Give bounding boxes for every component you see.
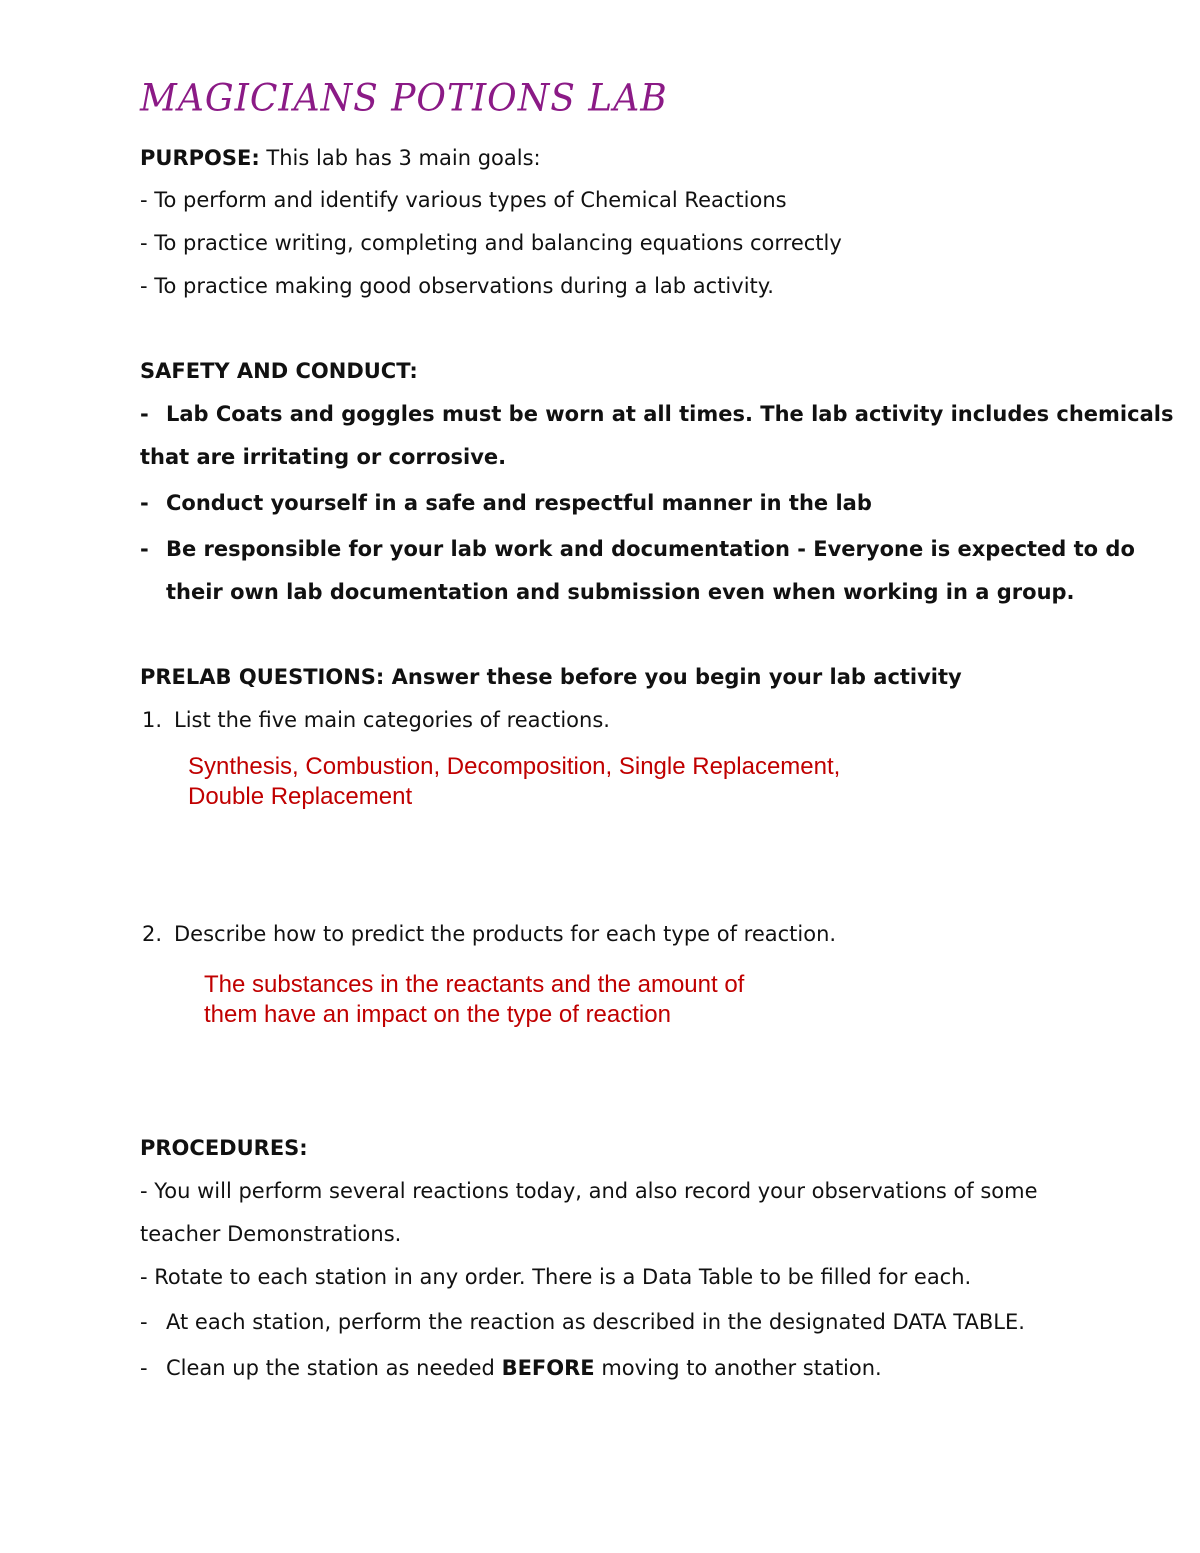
question-1-text: List the five main categories of reactions. (174, 708, 610, 732)
answer-2-line-2: them have an impact on the type of reaction (204, 1001, 671, 1028)
safety-bullet-2 (140, 489, 872, 517)
safety-bullet-3-cont: their own lab documentation and submission even when working in a group. (166, 580, 1075, 604)
safety-bullet-3 (140, 535, 1135, 563)
procedure-1-cont: teacher Demonstrations. (140, 1222, 402, 1246)
bullet-dash: - (140, 537, 149, 561)
purpose-goal-2: - To practice writing, completing and balancing equations correctly (140, 231, 842, 255)
safety-bullet-3-text: Be responsible for your lab work and documentation - Everyone is expected to do (166, 537, 1135, 561)
procedure-4-bold: BEFORE (501, 1356, 595, 1380)
safety-bullet-2-text: Conduct yourself in a safe and respectful manner in the lab (166, 491, 872, 515)
safety-bullet-1-text: Lab Coats and goggles must be worn at all times. The lab activity includes chemicals (166, 402, 1174, 426)
bullet-dash: - (140, 1356, 148, 1380)
prelab-question-2 (142, 920, 836, 948)
safety-bullet-1-cont: that are irritating or corrosive. (140, 445, 507, 469)
bullet-dash: - (140, 402, 149, 426)
purpose-line (140, 144, 541, 172)
question-2-text: Describe how to predict the products for each type of reaction. (174, 922, 837, 946)
question-number: 2. (142, 922, 163, 946)
question-number: 1. (142, 708, 163, 732)
prelab-question-1 (142, 706, 610, 734)
procedures-heading: PROCEDURES: (140, 1136, 308, 1160)
purpose-goal-1: - To perform and identify various types of Chemical Reactions (140, 188, 787, 212)
procedure-4-text-b: moving to another station. (601, 1356, 882, 1380)
procedure-2: - Rotate to each station in any order. There is a Data Table to be filled for each. (140, 1265, 972, 1289)
safety-bullet-1 (140, 400, 1173, 428)
prelab-heading: PRELAB QUESTIONS: Answer these before you begin your lab activity (140, 665, 962, 689)
answer-1-line-1: Synthesis, Combustion, Decomposition, Single Replacement, (188, 753, 841, 780)
page-title: MAGICIANS POTIONS LAB (140, 76, 668, 121)
procedure-4-text-a: Clean up the station as needed (166, 1356, 495, 1380)
purpose-intro: This lab has 3 main goals: (266, 146, 541, 170)
procedure-3-text: At each station, perform the reaction as described in the designated DATA TABLE. (166, 1310, 1025, 1334)
bullet-dash: - (140, 1310, 148, 1334)
bullet-dash: - (140, 491, 149, 515)
purpose-goal-3: - To practice making good observations during a lab activity. (140, 274, 774, 298)
purpose-label: PURPOSE: (140, 146, 260, 170)
procedure-4 (140, 1354, 882, 1382)
safety-heading: SAFETY AND CONDUCT: (140, 359, 418, 383)
procedure-1: - You will perform several reactions today, and also record your observations of some (140, 1179, 1038, 1203)
procedure-3 (140, 1308, 1025, 1336)
answer-2-line-1: The substances in the reactants and the amount of (204, 971, 745, 998)
answer-1-line-2: Double Replacement (188, 783, 413, 810)
